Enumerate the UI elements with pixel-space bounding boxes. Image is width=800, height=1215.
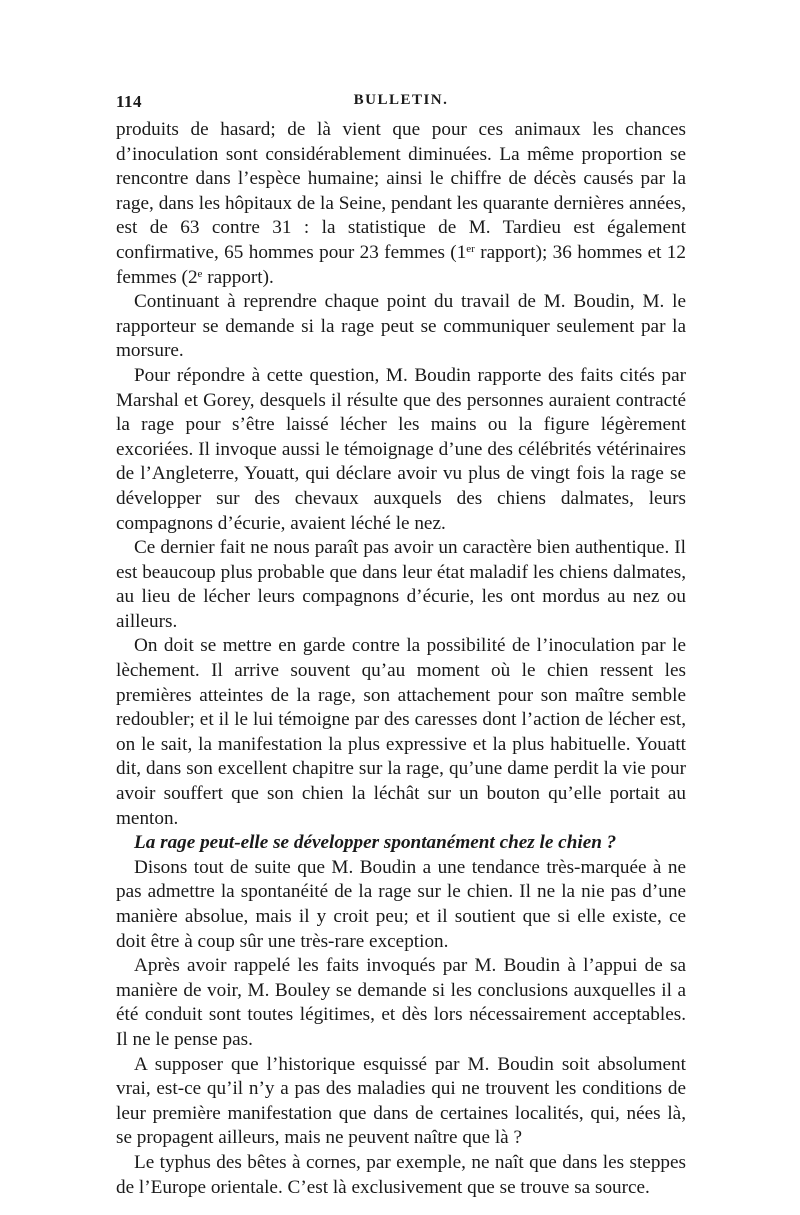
page-number: 114: [116, 92, 143, 111]
paragraph-typhus: Le typhus des bêtes à cornes, par exemple, ne naît que dans les steppes de l’Europe orientale. C’est là exclusivement que se trouve sa source.: [116, 1151, 686, 1198]
section-heading: La rage peut-elle se développer spontanément chez le chien ?: [134, 832, 617, 854]
paragraph-boudin-facts: Pour répondre à cette question, M. Boudin rapporte des faits cités par Marshal et Gorey, desquels il résulte que des personnes auraient contracté la rage pour s’être laissé lécher les mains ou la figure légèrement excoriées. Il invoque aussi le témoignage d’une des célébrités vétérinaires de l’Angleterre, Youatt, qui déclare avoir vu plus de vingt fois la rage se développer sur des chevaux auxquels des chiens dalmates, leurs compagnons d’écurie, avaient léché le nez.: [116, 364, 686, 534]
body-text: [116, 118, 686, 1200]
running-head: [116, 92, 686, 118]
paragraph-licking-inoculation: On doit se mettre en garde contre la possibilité de l’inoculation par le lèchement. Il arrive souvent qu’au moment où le chien ressent les premières atteintes de la rage, son attachement pour son maître semble redoubler; et il le lui témoigne par des caresses dont l’action de lécher est, on le sait, la manifestation la plus expressive et la plus habituelle. Youatt dit, dans son excellent chapitre sur la rage, qu’une dame perdit la vie pour avoir souffert que son chien la léchât sur un bouton qu’elle portait au menton.: [116, 635, 686, 829]
paragraph-bouley: Après avoir rappelé les faits invoqués par M. Boudin à l’appui de sa manière de voir, M. Bouley se demande si les conclusions auxquelles il a été conduit sont toutes légitimes, et dès lors nécessairement acceptables. Il ne le pense pas.: [116, 955, 686, 1050]
paragraph-localities: A supposer que l’historique esquissé par M. Boudin soit absolument vrai, est-ce qu’il n’y a pas des maladies qui ne trouvent les conditions de leur première manifestation que dans de certaines localités, qui, nées là, se propagent ailleurs, mais ne peuvent naître que là ?: [116, 1053, 686, 1149]
paragraph-statistics: produits de hasard; de là vient que pour ces animaux les chances d’inoculation sont considérablement diminuées. La même proportion se rencontre dans l’espèce humaine; ainsi le chiffre de décès causés par la rage, dans les hôpitaux de la Seine, pendant les quarante dernières années, est de 63 contre 31 : la statistique de M. Tardieu est également confirmative, 65 hommes pour 23 femmes (1er rapport); 36 hommes et 12 femmes (2e rapport).: [116, 119, 686, 288]
paragraph-authenticity: Ce dernier fait ne nous paraît pas avoir un caractère bien authentique. Il est beaucoup plus probable que dans leur état maladif les chiens dalmates, au lieu de lécher leurs compagnons d’écurie, les ont mordus au nez ou ailleurs.: [116, 537, 686, 632]
running-title: BULLETIN.: [353, 92, 449, 108]
book-page: [116, 92, 686, 1200]
paragraph-spontaneity: Disons tout de suite que M. Boudin a une tendance très-marquée à ne pas admettre la spontanéité de la rage sur le chien. Il ne la nie pas d’une manière absolue, mais il y croit peu; et il soutient que si elle existe, ce doit être à coup sûr une très-rare exception.: [116, 856, 686, 952]
paragraph-rapporteur-question: Continuant à reprendre chaque point du travail de M. Boudin, M. le rapporteur se demande si la rage peut se communiquer seulement par la morsure.: [116, 291, 686, 362]
